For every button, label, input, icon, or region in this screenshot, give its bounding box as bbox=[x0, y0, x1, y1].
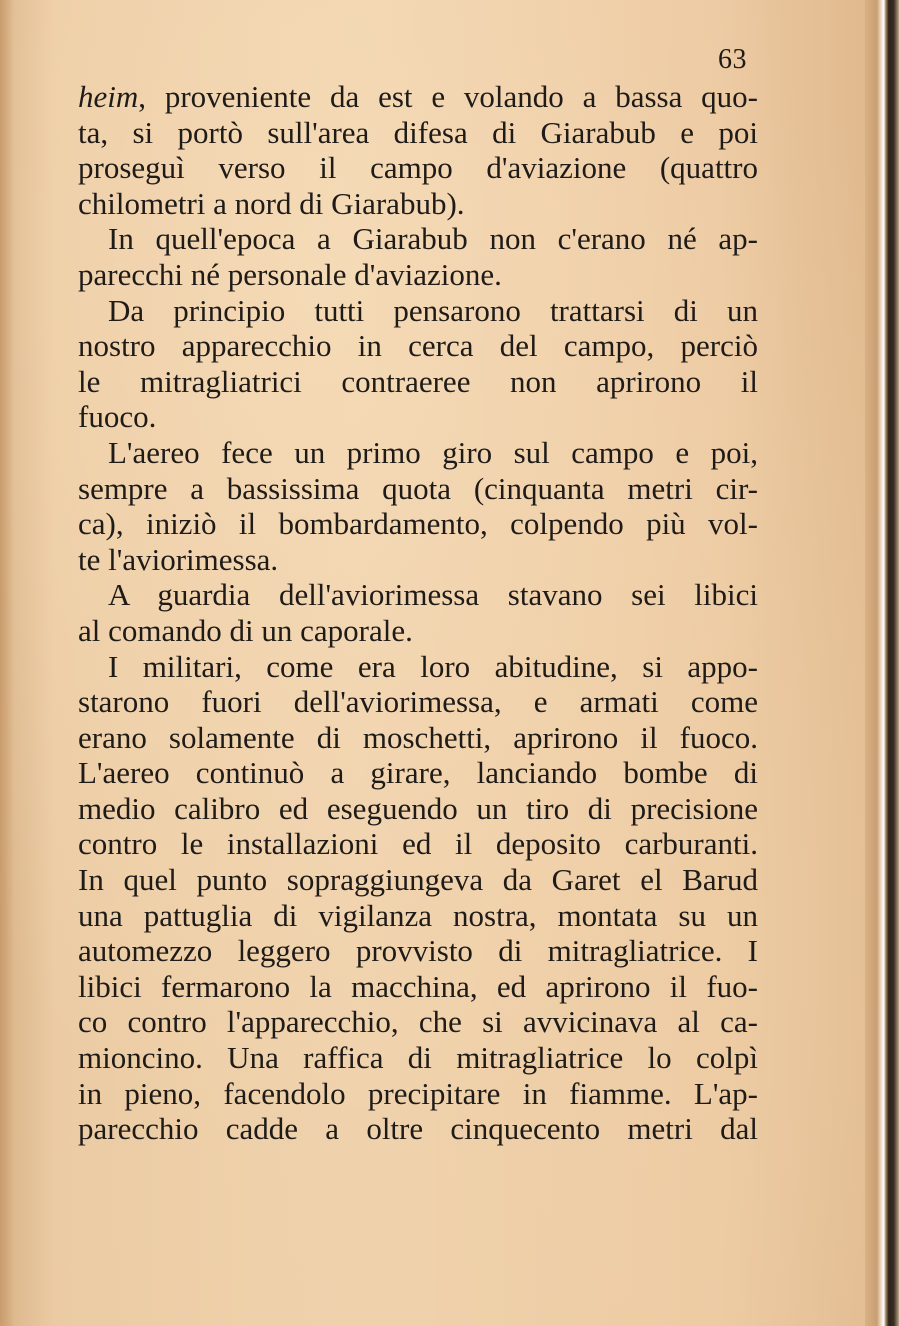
line-text: L'aereo continuò a girare, lanciando bombe di bbox=[78, 755, 758, 791]
text-line bbox=[78, 720, 758, 756]
body-text bbox=[78, 79, 758, 1147]
line-text: le mitragliatrici contraeree non aprirono il bbox=[78, 363, 758, 399]
line-text: A guardia dell'aviorimessa stavano sei libici bbox=[108, 577, 758, 613]
text-line bbox=[78, 1111, 758, 1147]
line-text: te l'aviorimessa. bbox=[78, 541, 279, 577]
line-text: nostro apparecchio in cerca del campo, perciò bbox=[78, 328, 758, 364]
line-text: parecchi né personale d'aviazione. bbox=[78, 256, 502, 292]
line-text: erano solamente di moschetti, aprirono il fuoco. bbox=[78, 719, 758, 755]
text-line bbox=[78, 755, 758, 791]
text-line bbox=[78, 257, 758, 293]
text-line bbox=[78, 79, 758, 115]
line-text: in pieno, facendolo precipitare in fiamme. L'ap- bbox=[78, 1075, 758, 1111]
text-line bbox=[78, 399, 758, 435]
text-line bbox=[78, 186, 758, 222]
text-line bbox=[78, 613, 758, 649]
text-line bbox=[78, 150, 758, 186]
text-line bbox=[78, 1004, 758, 1040]
line-text: ca), iniziò il bombardamento, colpendo più vol- bbox=[78, 506, 758, 542]
italic-word: heim bbox=[78, 79, 139, 114]
line-text: fuoco. bbox=[78, 399, 157, 435]
line-text: una pattuglia di vigilanza nostra, montata su un bbox=[78, 897, 758, 933]
line-text: ta, si portò sull'area difesa di Giarabub e poi bbox=[78, 114, 758, 150]
text-line bbox=[78, 471, 758, 507]
line-text: In quel punto sopraggiungeva da Garet el Barud bbox=[78, 862, 758, 898]
page-number: 63 bbox=[718, 44, 747, 75]
line-text: starono fuori dell'aviorimessa, e armati come bbox=[78, 684, 758, 720]
text-line bbox=[78, 862, 758, 898]
text-line bbox=[78, 1076, 758, 1112]
line-text: automezzo leggero provvisto di mitragliatrice. I bbox=[78, 933, 758, 969]
text-line bbox=[78, 435, 758, 471]
text-line bbox=[78, 969, 758, 1005]
line-text: , proveniente da est e volando a bassa quo- bbox=[138, 79, 758, 114]
text-line bbox=[78, 542, 758, 578]
line-text: libici fermarono la macchina, ed aprirono il fuo- bbox=[78, 968, 758, 1004]
text-line bbox=[78, 826, 758, 862]
line-text: co contro l'apparecchio, che si avvicinava al ca- bbox=[78, 1004, 758, 1040]
line-text: mioncino. Una raffica di mitragliatrice lo colpì bbox=[78, 1040, 758, 1076]
text-line bbox=[78, 791, 758, 827]
text-line bbox=[78, 898, 758, 934]
text-line bbox=[78, 506, 758, 542]
line-text: parecchio cadde a oltre cinquecento metri dal bbox=[78, 1111, 758, 1147]
text-line bbox=[78, 115, 758, 151]
line-text: sempre a bassissima quota (cinquanta metri cir- bbox=[78, 470, 758, 506]
text-line bbox=[78, 577, 758, 613]
text-line bbox=[78, 328, 758, 364]
line-text: proseguì verso il campo d'aviazione (quattro bbox=[78, 150, 758, 186]
line-text: Da principio tutti pensarono trattarsi di un bbox=[108, 292, 758, 328]
text-line bbox=[78, 649, 758, 685]
text-line bbox=[78, 684, 758, 720]
line-text: chilometri a nord di Giarabub). bbox=[78, 185, 465, 221]
line-text: medio calibro ed eseguendo un tiro di precisione bbox=[78, 790, 758, 826]
page-edge-shadow bbox=[865, 0, 899, 1326]
line-text: In quell'epoca a Giarabub non c'erano né ap- bbox=[108, 221, 758, 257]
text-line bbox=[78, 1040, 758, 1076]
line-text: I militari, come era loro abitudine, si appo- bbox=[108, 648, 758, 684]
line-text: al comando di un caporale. bbox=[78, 612, 413, 648]
line-text: contro le installazioni ed il deposito carburanti. bbox=[78, 826, 758, 862]
line-text: L'aereo fece un primo giro sul campo e poi, bbox=[108, 434, 758, 470]
text-line bbox=[78, 364, 758, 400]
text-line bbox=[78, 221, 758, 257]
text-line bbox=[78, 933, 758, 969]
text-line bbox=[78, 293, 758, 329]
